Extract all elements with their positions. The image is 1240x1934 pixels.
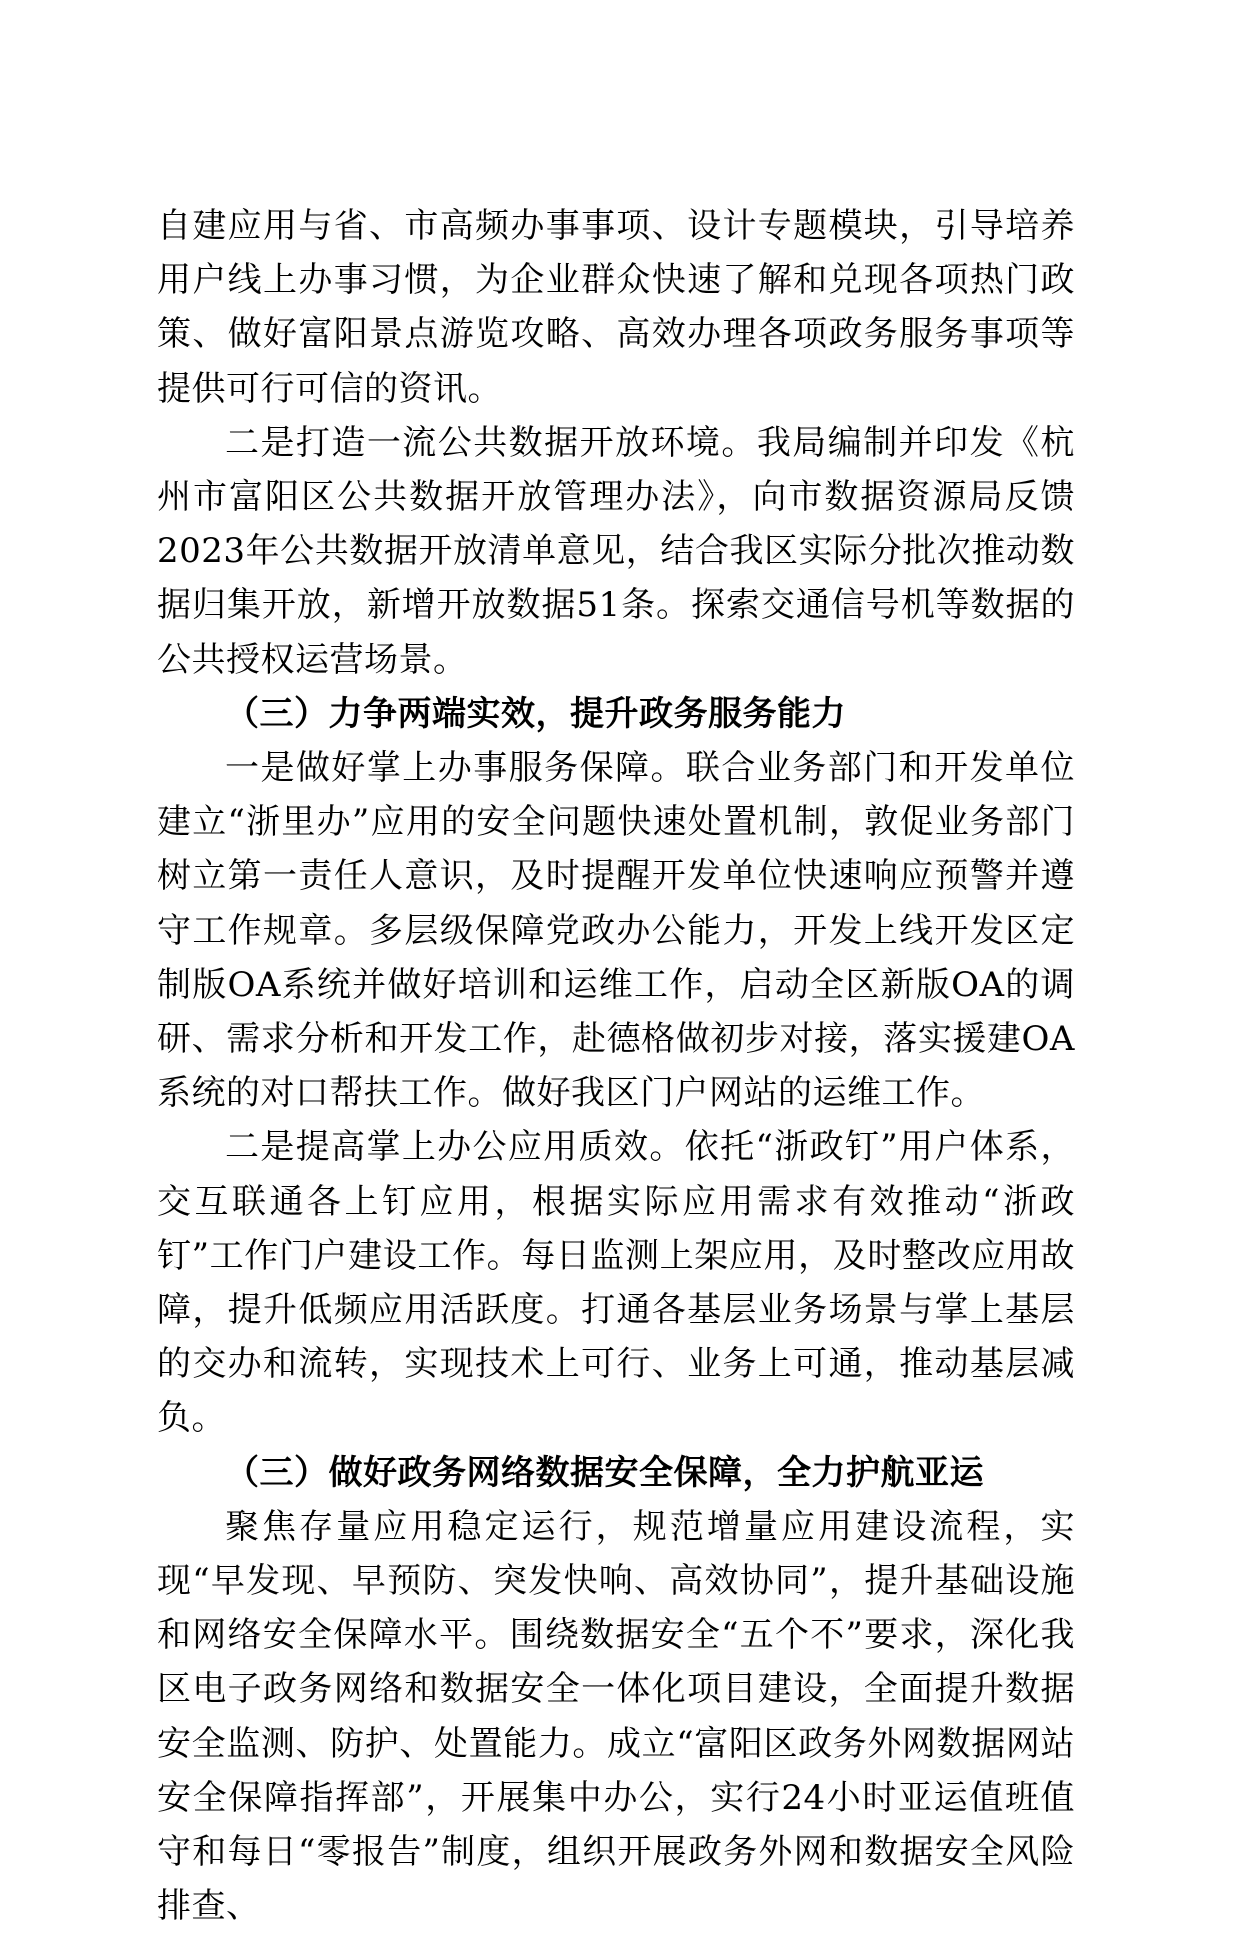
section-heading-two-ends: （三）力争两端实效，提升政务服务能力 <box>225 693 846 734</box>
paragraph-continuation: 自建应用与省、市高频办事事项、设计专题模块，引导培养用户线上办事习惯，为企业群众快速了解和兑现各项热门政策、做好富阳景点游览攻略、高效办理各项政务服务事项等提供可行可信的资讯。 <box>157 206 1075 409</box>
paragraph-mobile-service: 一是做好掌上办事服务保障。联合业务部门和开发单位建立“浙里办”应用的安全问题快速处置机制，敦促业务部门树立第一责任人意识，及时提醒开发单位快速响应预警并遵守工作规章。多层级保障党政办公能力，开发上线开发区定制版OA系统并做好培训和运维工作，启动全区新版OA的调研、需求分析和开发工作，赴德格做初步对接，落实援建OA系统的对口帮扶工作。做好我区门户网站的运维工作。 <box>157 748 1075 1114</box>
paragraph-security-guarantee: 聚焦存量应用稳定运行，规范增量应用建设流程，实现“早发现、早预防、突发快响、高效协同”，提升基础设施和网络安全保障水平。围绕数据安全“五个不”要求，深化我区电子政务网络和数据安全一体化项目建设，全面提升数据安全监测、防护、处置能力。成立“富阳区政务外网数据网站安全保障指挥部”，开展集中办公，实行24小时亚运值班值守和每日“零报告”制度，组织开展政务外网和数据安全风险排查、 <box>157 1506 1075 1927</box>
document-body <box>157 199 1075 1934</box>
section-heading-network-security: （三）做好政务网络数据安全保障，全力护航亚运 <box>225 1452 984 1493</box>
paragraph-mobile-office: 二是提高掌上办公应用质效。依托“浙政钉”用户体系，交互联通各上钉应用，根据实际应用需求有效推动“浙政钉”工作门户建设工作。每日监测上架应用，及时整改应用故障，提升低频应用活跃度。打通各基层业务场景与掌上基层的交办和流转，实现技术上可行、业务上可通，推动基层减负。 <box>157 1127 1075 1439</box>
paragraph-open-data: 二是打造一流公共数据开放环境。我局编制并印发《杭州市富阳区公共数据开放管理办法》，向市数据资源局反馈2023年公共数据开放清单意见，结合我区实际分批次推动数据归集开放，新增开放数据51条。探索交通信号机等数据的公共授权运营场景。 <box>157 422 1075 680</box>
